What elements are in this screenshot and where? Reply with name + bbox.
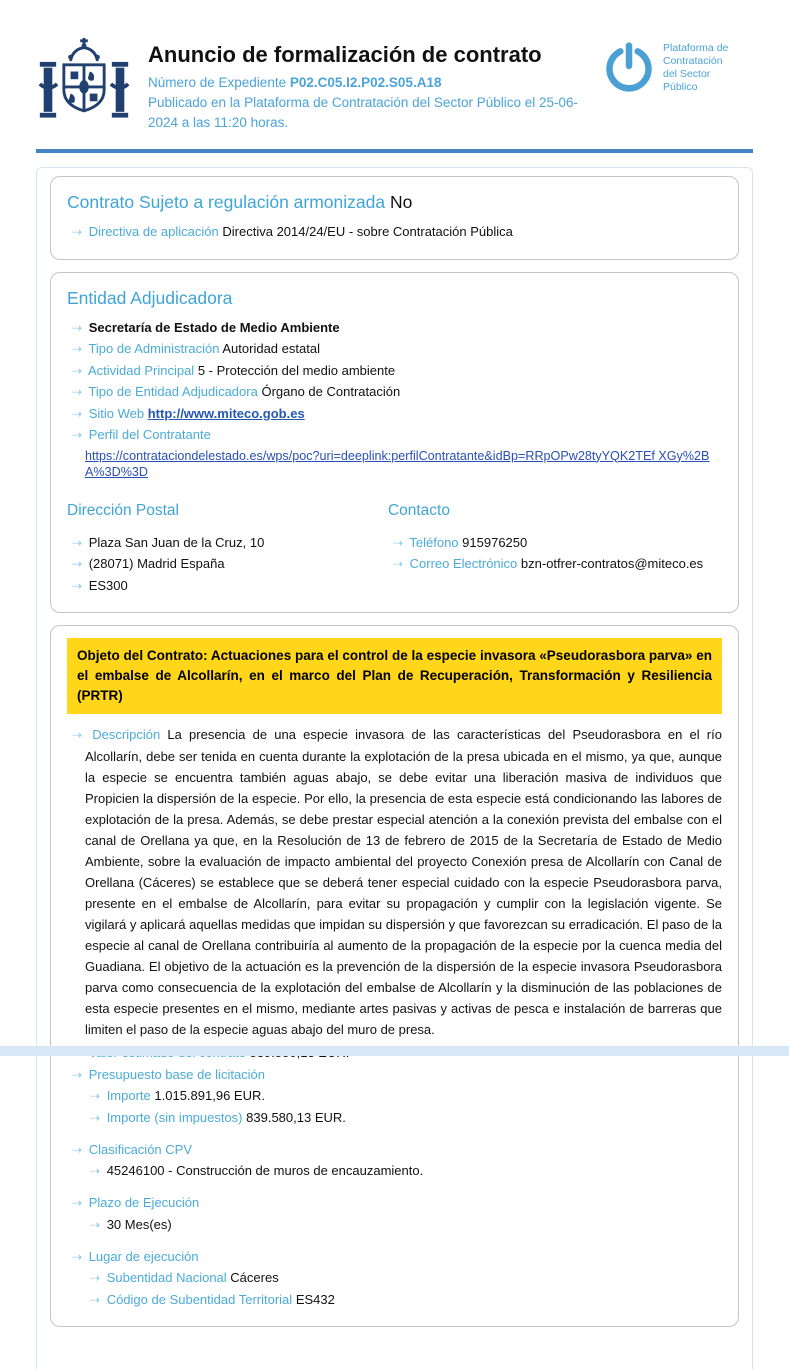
dashed-arrow-icon: ⇢ <box>72 225 83 239</box>
dashed-arrow-icon: ⇢ <box>72 363 83 378</box>
field-label: Lugar de ejecución <box>88 1248 199 1264</box>
objeto-heading-banner: Objeto del Contrato: Actuaciones para el control de la especie invasora «Pseudorasbora parva» en el embalse de Alcollarín, en el marco del Plan de Recuperación, Transformación y Resiliencia (PRTR) <box>67 638 722 714</box>
regulacion-title: Contrato Sujeto a regulación armonizada <box>67 192 386 212</box>
postal-nuts-code: ES300 <box>88 577 128 593</box>
header <box>36 34 753 137</box>
dashed-arrow-icon: ⇢ <box>90 1271 101 1285</box>
dashed-arrow-icon: ⇢ <box>72 1196 83 1210</box>
direccion-postal-column <box>67 492 388 599</box>
tipo-administracion-row <box>67 340 722 358</box>
directiva-label: Directiva de aplicación <box>88 224 219 239</box>
field-label: Código de Subentidad Territorial <box>106 1291 293 1307</box>
sitio-web-label: Sitio Web <box>88 405 145 421</box>
page-title: Anuncio de formalización de contrato <box>148 42 542 67</box>
dashed-arrow-icon: ⇢ <box>72 728 83 742</box>
expediente-line <box>148 73 603 93</box>
dashed-arrow-icon: ⇢ <box>392 535 403 550</box>
perfil-contratante-link[interactable]: https://contrataciondelestado.es/wps/poc?uri=deeplink:perfilContratante&idBp=RRpOPw28tyYQK2TEf XGy%2BA%3D%3D <box>85 448 710 479</box>
field-value: 839.580,13 EUR. <box>246 1109 346 1125</box>
plazo-row <box>67 1194 722 1212</box>
dashed-arrow-icon: ⇢ <box>90 1292 101 1307</box>
dashed-arrow-icon: ⇢ <box>72 385 83 399</box>
regulacion-value: No <box>390 192 413 212</box>
field-value: 1.015.891,96 EUR. <box>154 1088 265 1103</box>
dashed-arrow-icon: ⇢ <box>72 406 83 421</box>
dashed-arrow-icon: ⇢ <box>72 320 83 335</box>
field-value: ES432 <box>295 1291 335 1307</box>
field-label: Clasificación CPV <box>88 1141 193 1157</box>
field-value: Autoridad estatal <box>222 341 320 356</box>
field-value: Órgano de Contratación <box>261 384 401 399</box>
perfil-contratante-url-line <box>85 448 722 480</box>
field-label: Teléfono <box>409 534 459 550</box>
published-note: Publicado en la Plataforma de Contratación del Sector Público el 25-06-2024 a las 11:20 horas. <box>148 95 579 130</box>
importe-row <box>85 1087 722 1105</box>
field-label: Tipo de Entidad Adjudicadora <box>88 384 258 399</box>
postal-line <box>67 577 388 595</box>
header-text <box>132 34 603 133</box>
platform-logo-text: Plataforma de Contratación del Sector Público <box>663 42 729 93</box>
field-value: 30 Mes(es) <box>106 1216 172 1232</box>
plazo-value-row <box>85 1216 722 1234</box>
field-value: 915976250 <box>462 534 528 550</box>
direccion-postal-heading: Dirección Postal <box>67 501 179 519</box>
field-label: Importe <box>106 1088 151 1103</box>
descripcion-label: Descripción <box>92 727 161 742</box>
entidad-columns <box>67 492 722 599</box>
field-label: Presupuesto base de licitación <box>88 1066 266 1082</box>
field-value: Cáceres <box>230 1270 279 1285</box>
dashed-arrow-icon: ⇢ <box>72 1249 83 1264</box>
dashed-arrow-icon: ⇢ <box>72 1142 83 1157</box>
section-entidad <box>50 272 739 614</box>
perfil-contratante-row <box>67 426 722 444</box>
spain-coat-of-arms-icon <box>36 36 132 137</box>
power-icon <box>603 42 655 94</box>
dashed-arrow-icon: ⇢ <box>72 1067 83 1082</box>
regulacion-heading <box>67 191 722 213</box>
field-label: Tipo de Administración <box>88 341 220 356</box>
telefono-row <box>388 534 722 552</box>
dashed-arrow-icon: ⇢ <box>72 535 83 550</box>
expediente-value: P02.C05.I2.P02.S05.A18 <box>289 75 442 90</box>
actividad-principal-row <box>67 362 722 380</box>
entidad-name-row <box>67 319 722 337</box>
subentidad-row <box>85 1269 722 1287</box>
lugar-row <box>67 1248 722 1266</box>
dashed-arrow-icon: ⇢ <box>90 1164 101 1178</box>
codigo-subentidad-row <box>85 1291 722 1309</box>
cpv-value-row <box>85 1162 722 1180</box>
field-value: 5 - Protección del medio ambiente <box>197 362 396 378</box>
descripcion-paragraph <box>67 724 722 1040</box>
content-container <box>36 167 753 1369</box>
postal-line <box>67 555 388 573</box>
field-label: Correo Electrónico <box>409 556 518 571</box>
dashed-arrow-icon: ⇢ <box>72 578 83 593</box>
postal-city: (28071) Madrid España <box>88 556 225 571</box>
footer-bar <box>0 1046 789 1056</box>
field-label: Importe (sin impuestos) <box>106 1109 243 1125</box>
dashed-arrow-icon: ⇢ <box>72 557 83 571</box>
page <box>0 34 789 1369</box>
field-label: Subentidad Nacional <box>106 1270 227 1285</box>
sitio-web-link[interactable]: http://www.miteco.gob.es <box>147 405 305 421</box>
presupuesto-row <box>67 1066 722 1084</box>
expediente-label: Número de Expediente <box>148 75 287 90</box>
importe-sin-impuestos-row <box>85 1109 722 1127</box>
field-label: Actividad Principal <box>87 362 195 378</box>
entidad-name: Secretaría de Estado de Medio Ambiente <box>88 319 340 335</box>
descripcion-text: La presencia de una especie invasora de las características del Pseudorasbora en el río Alcollarín, debe ser tenida en cuenta durante la explotación de la presa ubicada en el mismo, ya que, aunque la especie se encuentra también aguas abajo, se debe evitar una liberación masiva de individuos que Propicien la dispersión de la especie. Por ello, la presencia de esta especie está condicionando las labores de explotación de la presa. Además, se debe prestar especial atención a la conexión prevista del embalse con el canal de Orellana ya que, en la Resolución de 13 de febrero de 2015 de la Secretaría de Estado de Medio Ambiente, sobre la evaluación de impacto ambiental del proyecto Conexión presa de Alcollarín con Canal de Orellana (Cáceres) se establece que se deberá tener especial cuidado con la especie Pseudorasbora parva, presente en el embalse de Alcollarín, para evitar su propagación y cumplir con la legislación vigente. Se vigilará y aplicará aquellas medidas que impidan su dispersión y que favorezcan su erradicación. El paso de la especie al canal de Orellana contribuiría al aumento de la propagación de la especie por la cuenca media del Guadiana. El objetivo de la actuación es la prevención de la dispersión de la especie invasora Pseudorasbora parva como consecuencia de la explotación del embalse de Alcollarín y la disminución de las poblaciones de esta especie presentes en el mismo, mediante artes pasivas y activas de pesca e instalación de barreras que limiten el paso de la especie aguas abajo del muro de presa. <box>85 727 722 1037</box>
sitio-web-row <box>67 405 722 423</box>
dashed-arrow-icon: ⇢ <box>72 342 83 356</box>
header-divider-bar <box>36 149 753 153</box>
dashed-arrow-icon: ⇢ <box>90 1089 101 1103</box>
entidad-heading: Entidad Adjudicadora <box>67 287 233 308</box>
directiva-value: Directiva 2014/24/EU - sobre Contratación Pública <box>222 224 513 239</box>
dashed-arrow-icon: ⇢ <box>392 557 403 571</box>
section-regulacion <box>50 176 739 260</box>
field-value: 45246100 - Construcción de muros de encauzamiento. <box>106 1163 424 1178</box>
tipo-entidad-row <box>67 383 722 401</box>
perfil-contratante-label: Perfil del Contratante <box>88 427 211 442</box>
cpv-row <box>67 1141 722 1159</box>
postal-line <box>67 534 388 552</box>
dashed-arrow-icon: ⇢ <box>90 1110 101 1125</box>
dashed-arrow-icon: ⇢ <box>90 1217 101 1232</box>
field-value: bzn-otfrer-contratos@miteco.es <box>520 556 704 571</box>
platform-logo <box>603 34 753 94</box>
directiva-row <box>67 223 722 241</box>
contacto-column <box>388 492 722 599</box>
dashed-arrow-icon: ⇢ <box>72 428 83 442</box>
correo-row <box>388 555 722 573</box>
field-label: Plazo de Ejecución <box>88 1195 200 1210</box>
section-objeto <box>50 625 739 1327</box>
contacto-heading: Contacto <box>387 501 450 519</box>
postal-street: Plaza San Juan de la Cruz, 10 <box>88 534 265 550</box>
